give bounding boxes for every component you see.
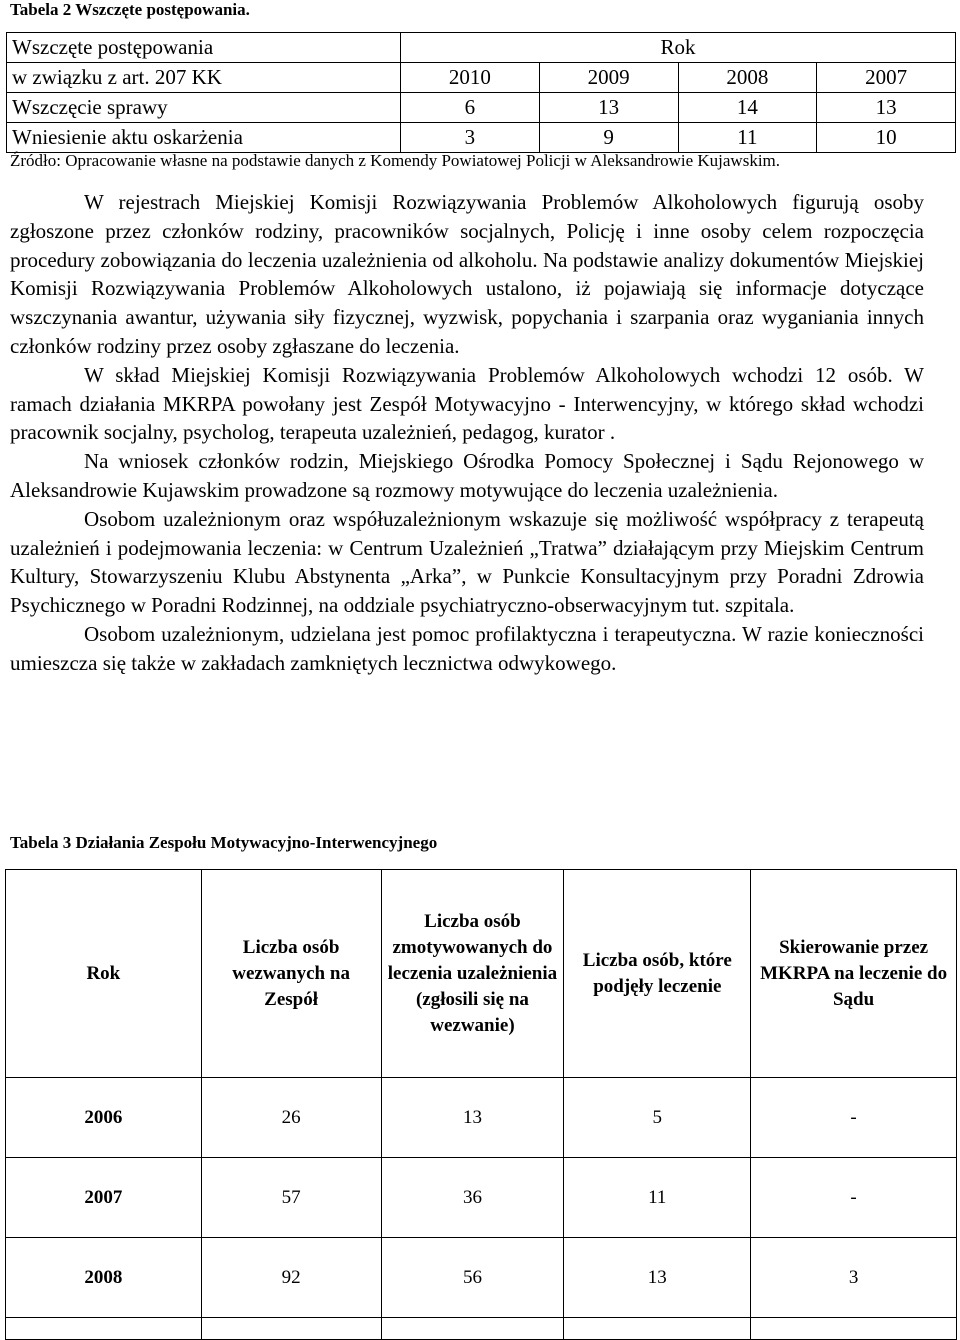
table3-cell: 57 (201, 1158, 381, 1238)
table3-cell: 26 (201, 1078, 381, 1158)
table3 (5, 869, 957, 1340)
table2-source-note: Źródło: Opracowanie własne na podstawie danych z Komendy Powiatowej Policji w Aleksandrowie Kujawskim. (10, 151, 781, 170)
table3-empty-cell (201, 1318, 381, 1340)
table3-empty-row (6, 1318, 957, 1340)
table3-header-cell: Rok (6, 870, 202, 1078)
table2-cell: 3 (401, 123, 540, 153)
body-text (10, 188, 924, 678)
table3-header-cell: Liczba osób zmotywowanych do leczenia uzależnienia (zgłosili się na wezwanie) (381, 870, 564, 1078)
table3-caption: Tabela 3 Działania Zespołu Motywacyjno-Interwencyjnego (10, 833, 438, 852)
table2 (6, 32, 956, 153)
table-row (7, 123, 956, 153)
table-row (6, 1238, 957, 1318)
paragraph: W rejestrach Miejskiej Komisji Rozwiązywania Problemów Alkoholowych figurują osoby zgłoszone przez członków rodziny, pracowników socjalnych, Policję i inne osoby celem rozpoczęcia procedury zobowiązania do leczenia uzależnienia od alkoholu. Na podstawie analizy dokumentów Miejskiej Komisji Rozwiązywania Problemów Alkoholowych ustalono, iż pojawiają się informacje dotyczące wszczynania awantur, używania siły fizycznej, wyzwisk, popychania i szarpania oraz wyganiania innych członków rodziny przez osoby zgłaszane do leczenia. (10, 190, 924, 358)
table3-empty-cell (381, 1318, 564, 1340)
table3-cell: 56 (381, 1238, 564, 1318)
table3-cell: 36 (381, 1158, 564, 1238)
table2-cell: 6 (401, 93, 540, 123)
table3-cell: 5 (564, 1078, 751, 1158)
table2-cell: 13 (817, 93, 956, 123)
paragraph: W skład Miejskiej Komisji Rozwiązywania Problemów Alkoholowych wchodzi 12 osób. W ramach działania MKRPA powołany jest Zespół Motywacyjno - Interwencyjny, w którego skład wchodzi pracownik socjalny, psycholog, terapeuta uzależnień, pedagog, kurator . (10, 362, 924, 445)
table3-header-row (6, 870, 957, 1078)
table2-row-label: Wszczęcie sprawy (7, 93, 401, 123)
table2-row-label: Wniesienie aktu oskarżenia (7, 123, 401, 153)
table-row (6, 1078, 957, 1158)
table3-year-cell: 2007 (6, 1158, 202, 1238)
table3-header-cell: Skierowanie przez MKRPA na leczenie do Sądu (751, 870, 957, 1078)
table3-cell: 92 (201, 1238, 381, 1318)
table2-header-row (7, 33, 956, 63)
table2-rok-header: Rok (401, 33, 956, 63)
table3-header-cell: Liczba osób, które podjęły leczenie (564, 870, 751, 1078)
table-row (7, 93, 956, 123)
table2-cell: 9 (539, 123, 678, 153)
table3-header-cell: Liczba osób wezwanych na Zespół (201, 870, 381, 1078)
paragraph: Osobom uzależnionym oraz współuzależnionym wskazuje się możliwość współpracy z terapeutą uzależnień i podejmowania leczenia: w Centrum Uzależnień „Tratwa” działającym przy Miejskim Centrum Kultury, Stowarzyszeniu Klubu Abstynenta „Arka”, w Punkcie Konsultacyjnym przy Poradni Zdrowia Psychicznego w Poradni Rodzinnej, na oddziale psychiatryczno-obserwacyjnym tut. szpitala. (10, 506, 924, 618)
table2-caption: Tabela 2 Wszczęte postępowania. (10, 0, 250, 19)
table3-empty-cell (6, 1318, 202, 1340)
table2-cell: 13 (539, 93, 678, 123)
table3-year-cell: 2008 (6, 1238, 202, 1318)
table3-cell: - (751, 1158, 957, 1238)
table3-cell: 3 (751, 1238, 957, 1318)
table2-cell: 11 (678, 123, 817, 153)
table3-cell: 11 (564, 1158, 751, 1238)
table3-cell: 13 (564, 1238, 751, 1318)
table2-years-row (7, 63, 956, 93)
table3-year-cell: 2006 (6, 1078, 202, 1158)
table-row (6, 1158, 957, 1238)
table2-header-label-2: w związku z art. 207 KK (7, 63, 401, 93)
table3-cell: - (751, 1078, 957, 1158)
table2-header-label-1: Wszczęte postępowania (7, 33, 401, 63)
table2-year: 2010 (401, 63, 540, 93)
table2-year: 2007 (817, 63, 956, 93)
table2-year: 2009 (539, 63, 678, 93)
table2-year: 2008 (678, 63, 817, 93)
paragraph: Na wniosek członków rodzin, Miejskiego Ośrodka Pomocy Społecznej i Sądu Rejonowego w Aleksandrowie Kujawskim prowadzone są rozmowy motywujące do leczenia uzależnienia. (10, 449, 924, 502)
table2-cell: 10 (817, 123, 956, 153)
paragraph: Osobom uzależnionym, udzielana jest pomoc profilaktyczna i terapeutyczna. W razie konieczności umieszcza się także w zakładach zamkniętych lecznictwa odwykowego. (10, 621, 924, 675)
table3-empty-cell (564, 1318, 751, 1340)
table3-empty-cell (751, 1318, 957, 1340)
table2-cell: 14 (678, 93, 817, 123)
table3-cell: 13 (381, 1078, 564, 1158)
